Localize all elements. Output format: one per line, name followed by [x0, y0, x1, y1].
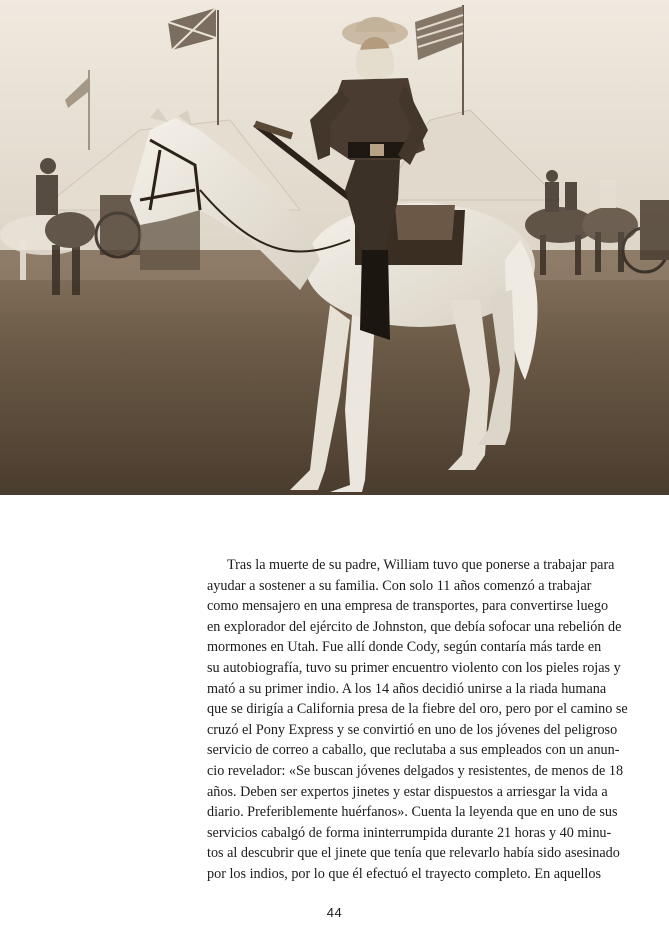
page-number: 44 [326, 905, 343, 920]
body-text [207, 555, 628, 885]
body-text-line: diario. Preferiblemente huérfanos». Cuenta la leyenda que en uno de sus [207, 804, 618, 821]
body-text-line: ayudar a sostener a su familia. Con solo 11 años comenzó a trabajar [207, 577, 592, 594]
body-text-line: como mensajero en una empresa de transportes, para convertirse luego [207, 598, 609, 615]
body-text-line: en explorador del ejército de Johnston, que debía sofocar una rebelión de [207, 618, 622, 635]
body-text-line: mató a su primer indio. A los 14 años decidió unirse a la riada humana [207, 680, 607, 697]
body-text-line: cruzó el Pony Express y se convirtió en uno de los jóvenes del peligroso [207, 721, 618, 738]
body-text-line: mormones en Utah. Fue allí donde Cody, según contaría más tarde en [207, 639, 602, 656]
body-text-line: su autobiografía, tuvo su primer encuentro violento con los pieles rojas y [207, 659, 621, 676]
body-text-line: servicios cabalgó de forma ininterrumpida durante 21 horas y 40 minu- [207, 824, 612, 841]
body-text-line: años. Deben ser expertos jinetes y estar dispuestos a arriesgar la vida a [207, 783, 608, 800]
body-text-line: servicio de correo a caballo, que reclutaba a sus empleados con un anun- [207, 742, 620, 759]
body-text-line: tos al descubrir que el jinete que tenía que relevarlo había sido asesinado [207, 845, 620, 862]
body-text-line: cio revelador: «Se buscan jóvenes delgados y resistentes, de menos de 18 [207, 762, 624, 779]
body-text-line: por los indios, por lo que él efectuó el trayecto completo. En aquellos [207, 865, 601, 882]
body-text-line: Tras la muerte de su padre, William tuvo que ponerse a trabajar para [227, 557, 615, 573]
body-text-line: que se dirigía a California presa de la fiebre del oro, pero por el camino se [207, 701, 628, 718]
